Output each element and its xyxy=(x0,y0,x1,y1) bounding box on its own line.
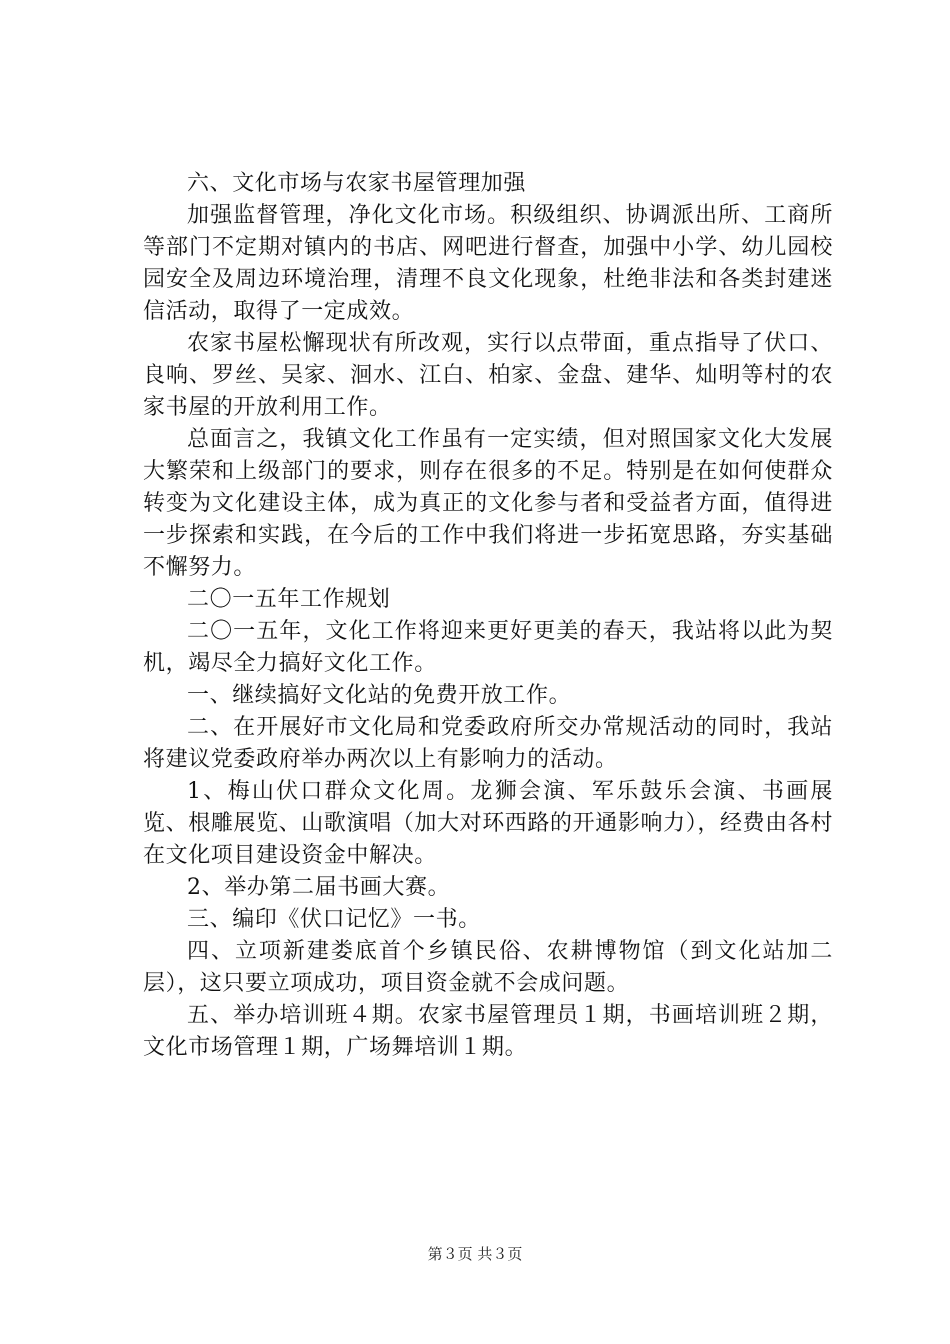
paragraph-farm-library: 农家书屋松懈现状有所改观，实行以点带面，重点指导了伏口、良响、罗丝、吴家、洄水、江白、柏家、金盘、建华、灿明等村的农家书屋的开放利用工作。 xyxy=(143,331,833,420)
paragraph-summary: 总面言之，我镇文化工作虽有一定实绩，但对照国家文化大发展大繁荣和上级部门的要求，则存在很多的不足。特别是在如何使群众转变为文化建设主体，成为真正的文化参与者和受益者方面，值得进一步探索和实践，在今后的工作中我们将进一步拓宽思路，夯实基础不懈努力。 xyxy=(143,427,833,580)
plan-item-1: 一、继续搞好文化站的免费开放工作。 xyxy=(187,683,572,708)
section-heading-culture-market: 六、文化市场与农家书屋管理加强 xyxy=(187,171,527,196)
plan-subitem-1: 1、梅山伏口群众文化周。龙狮会演、军乐鼓乐会演、书画展览、根雕展览、山歌演唱（加大对环西路的开通影响力），经费由各村在文化项目建设资金中解决。 xyxy=(143,779,833,868)
plan-item-2: 二、在开展好市文化局和党委政府所交办常规活动的同时，我站将建议党委政府举办两次以上有影响力的活动。 xyxy=(143,715,833,772)
plan-subitem-2: 2、举办第二届书画大赛。 xyxy=(187,875,451,900)
document-body xyxy=(143,168,833,1064)
section-heading-2015-plan: 二〇一五年工作规划 xyxy=(187,587,391,612)
plan-item-5: 五、举办培训班４期。农家书屋管理员１期，书画培训班２期，文化市场管理１期，广场舞培训１期。 xyxy=(143,1003,833,1060)
paragraph-supervision: 加强监督管理，净化文化市场。积级组织、协调派出所、工商所等部门不定期对镇内的书店、网吧进行督查，加强中小学、幼儿园校园安全及周边环境治理，清理不良文化现象，杜绝非法和各类封建迷信活动，取得了一定成效。 xyxy=(143,203,833,324)
page-number-footer: 第３页 共３页 xyxy=(427,1245,523,1263)
plan-item-4: 四、立项新建娄底首个乡镇民俗、农耕博物馆（到文化站加二层），这只要立项成功，项目资金就不会成问题。 xyxy=(143,939,833,996)
paragraph-2015-intro: 二〇一五年，文化工作将迎来更好更美的春天，我站将以此为契机，竭尽全力搞好文化工作。 xyxy=(143,619,833,676)
plan-item-3: 三、编印《伏口记忆》一书。 xyxy=(187,907,481,932)
